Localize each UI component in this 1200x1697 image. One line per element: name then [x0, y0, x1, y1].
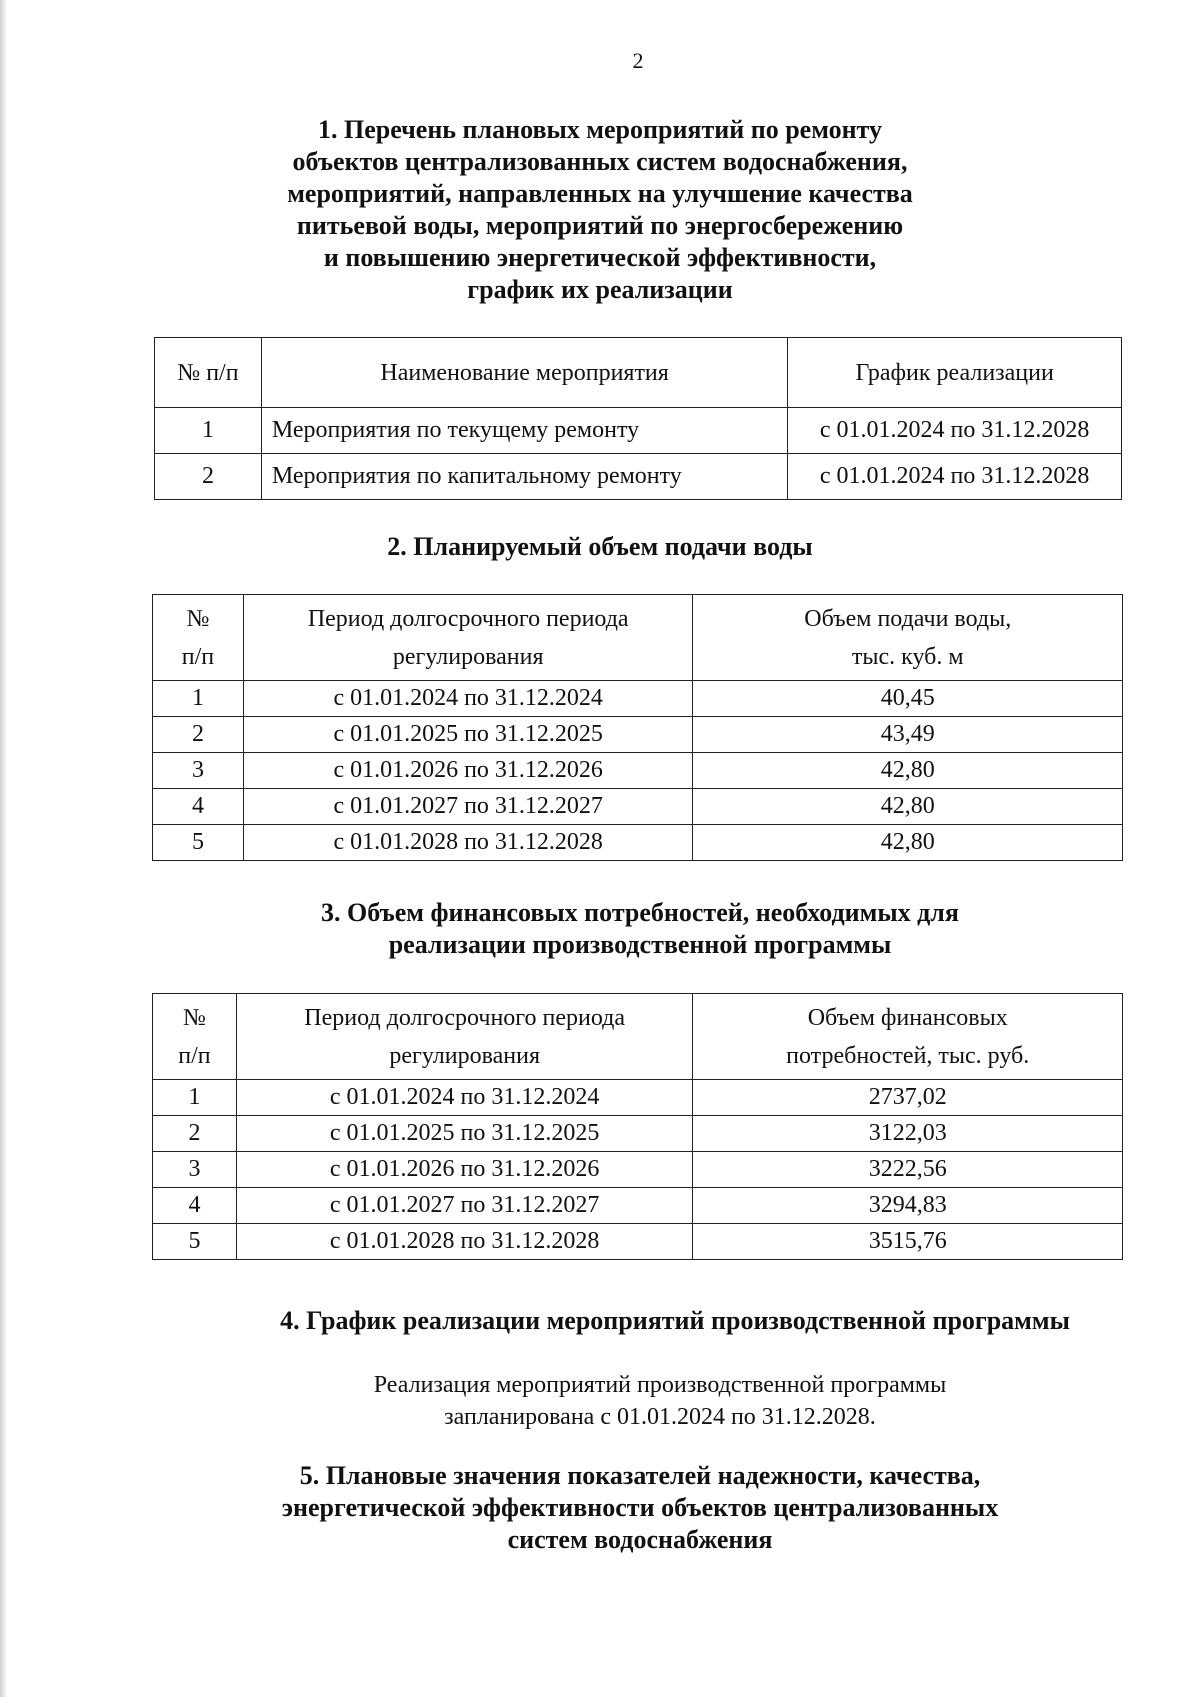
column-header	[243, 595, 693, 681]
table-cell: Мероприятия по капитальному ремонту	[261, 454, 787, 500]
section5-title-line: систем водоснабжения	[507, 1525, 773, 1554]
section1-title	[240, 114, 960, 306]
table-cell: 43,49	[693, 717, 1123, 753]
column-header-line: потребностей, тыс. руб.	[786, 1042, 1030, 1069]
table-row	[155, 454, 1122, 500]
table-header-row	[153, 595, 1123, 681]
table-cell: с 01.01.2026 по 31.12.2026	[236, 1152, 693, 1188]
table-cell: с 01.01.2028 по 31.12.2028	[236, 1224, 693, 1260]
section4-text-line: запланирована с 01.01.2024 по 31.12.2028.	[444, 1404, 876, 1430]
table-cell: 2	[155, 454, 262, 500]
table-cell: 2737,02	[693, 1080, 1123, 1116]
table-cell: с 01.01.2027 по 31.12.2027	[236, 1188, 693, 1224]
water-volume-table	[152, 594, 1123, 861]
section1-title-line: и повышению энергетической эффективности,	[323, 243, 877, 272]
section4-title: 4. График реализации мероприятий производственной программы	[280, 1306, 1070, 1335]
column-header	[153, 595, 244, 681]
table-cell: с 01.01.2025 по 31.12.2025	[243, 717, 693, 753]
table-cell: 1	[155, 408, 262, 454]
column-header	[693, 595, 1123, 681]
table-cell: 1	[153, 1080, 237, 1116]
column-header	[153, 994, 237, 1080]
table-cell: 42,80	[693, 789, 1123, 825]
table-cell: 5	[153, 825, 244, 861]
table-cell: 5	[153, 1224, 237, 1260]
table-row	[153, 789, 1123, 825]
column-header-line: регулирования	[389, 1042, 540, 1069]
table-cell: 3122,03	[693, 1116, 1123, 1152]
column-header	[693, 994, 1123, 1080]
column-header-line: Период долгосрочного периода	[307, 605, 629, 632]
column-header-line: тыс. куб. м	[851, 643, 964, 670]
page-number: 2	[632, 48, 644, 73]
column-header-line: п/п	[178, 1042, 211, 1069]
section5-title	[200, 1460, 1080, 1556]
section1-title-line: питьевой воды, мероприятий по энергосбережению	[296, 211, 904, 240]
section1-title-line: мероприятий, направленных на улучшение качества	[287, 179, 913, 208]
column-header-line: Объем финансовых	[807, 1004, 1008, 1031]
table-row	[153, 1080, 1123, 1116]
section1-title-line: 1. Перечень плановых мероприятий по ремонту	[318, 115, 882, 144]
table-cell: 3294,83	[693, 1188, 1123, 1224]
section4-text-line: Реализация мероприятий производственной программы	[373, 1372, 947, 1398]
table-row	[153, 681, 1123, 717]
table-cell: 42,80	[693, 753, 1123, 789]
table-cell: 2	[153, 1116, 237, 1152]
column-header-line: №	[186, 605, 210, 632]
table-row	[153, 1188, 1123, 1224]
table-row	[153, 753, 1123, 789]
table-row	[153, 1224, 1123, 1260]
column-header: График реализации	[788, 338, 1122, 408]
financial-needs-table	[152, 993, 1123, 1260]
column-header: № п/п	[155, 338, 262, 408]
table-header-row	[153, 994, 1123, 1080]
column-header: Наименование мероприятия	[261, 338, 787, 408]
table-cell: с 01.01.2024 по 31.12.2028	[788, 454, 1122, 500]
table-cell: с 01.01.2027 по 31.12.2027	[243, 789, 693, 825]
section2-title: 2. Планируемый объем подачи воды	[387, 532, 813, 561]
table-cell: с 01.01.2026 по 31.12.2026	[243, 753, 693, 789]
section3-title-line: реализации производственной программы	[388, 930, 892, 959]
section5-title-line: энергетической эффективности объектов централизованных	[281, 1493, 999, 1522]
section1-title-line: график их реализации	[467, 275, 733, 304]
section5-title-line: 5. Плановые значения показателей надежности, качества,	[299, 1461, 981, 1490]
table-row	[153, 717, 1123, 753]
column-header	[236, 994, 693, 1080]
column-header-line: №	[183, 1004, 206, 1031]
section1-title-line: объектов централизованных систем водоснабжения,	[292, 147, 908, 176]
section3-title	[260, 897, 1020, 961]
table-header-row	[155, 338, 1122, 408]
table-cell: с 01.01.2024 по 31.12.2024	[243, 681, 693, 717]
column-header-line: Период долгосрочного периода	[304, 1004, 626, 1031]
table-cell: 2	[153, 717, 244, 753]
section4-text	[270, 1369, 1050, 1433]
table-cell: 40,45	[693, 681, 1123, 717]
measures-table	[154, 337, 1122, 500]
scan-edge	[0, 0, 7, 1697]
table-cell: с 01.01.2024 по 31.12.2024	[236, 1080, 693, 1116]
table-cell: с 01.01.2028 по 31.12.2028	[243, 825, 693, 861]
column-header-line: регулирования	[392, 643, 544, 670]
table-row	[153, 1116, 1123, 1152]
table-row	[155, 408, 1122, 454]
table-cell: 4	[153, 1188, 237, 1224]
table-cell: с 01.01.2025 по 31.12.2025	[236, 1116, 693, 1152]
table-cell: Мероприятия по текущему ремонту	[261, 408, 787, 454]
table-cell: 3	[153, 753, 244, 789]
table-cell: 4	[153, 789, 244, 825]
table-cell: 1	[153, 681, 244, 717]
table-cell: 3	[153, 1152, 237, 1188]
table-cell: 42,80	[693, 825, 1123, 861]
section3-title-line: 3. Объем финансовых потребностей, необходимых для	[321, 898, 959, 927]
table-row	[153, 825, 1123, 861]
column-header-line: п/п	[181, 643, 215, 670]
table-cell: 3515,76	[693, 1224, 1123, 1260]
table-row	[153, 1152, 1123, 1188]
column-header-line: Объем подачи воды,	[804, 605, 1012, 632]
table-cell: 3222,56	[693, 1152, 1123, 1188]
table-cell: с 01.01.2024 по 31.12.2028	[788, 408, 1122, 454]
